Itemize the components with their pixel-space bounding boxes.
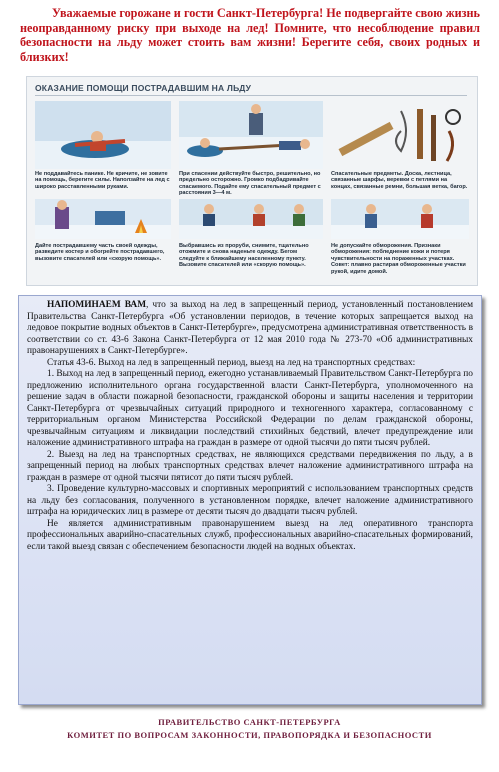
warming-illustration bbox=[35, 199, 171, 239]
legal-notice-text bbox=[27, 300, 473, 553]
panel-rescuers bbox=[179, 101, 323, 169]
panel-rescue-items bbox=[331, 101, 469, 169]
panel-warming bbox=[35, 199, 171, 239]
rescue-items-illustration bbox=[331, 101, 469, 169]
panel-frostbite bbox=[331, 199, 469, 239]
notice-paragraph-4: 2. Выезд на лед на транспортных средствах, не являющихся средствами передвижения по льду, а в запрещенный период на любых транспортных средствах влечет наложение административного штрафа на граждан в размере от одной тысячи пятисот до пяти тысяч рублей. bbox=[27, 449, 473, 483]
notice-paragraph-3: 1. Выход на лед в запрещенный период, ежегодно устанавливаемый Правительством Санкт-Петербурга по предложению исполнительного органа государственной власти Санкт-Петербурга, уполномоченного на решение задач в области пожарной безопасности, гражданской обороны и защиты населения и территории Санкт-Петербурга от чрезвычайных ситуаций природного и техногенного характера, согласованному с территориальным органом Министерства Российской Федерации по делам гражданской обороны, чрезвычайным ситуациям и ликвидации последствий стихийных бедствий, влечет предупреждение или наложение административного штрафа на граждан в размере от одной тысячи до пяти тысяч рублей. bbox=[27, 369, 473, 448]
poster-title: ОКАЗАНИЕ ПОМОЩИ ПОСТРАДАВШИМ НА ЛЬДУ bbox=[35, 83, 252, 93]
running-illustration bbox=[179, 199, 323, 239]
caption-running: Выбравшись из проруби, снимите, тщательно отожмите и снова наденьте одежду. Бегом следуйте к ближайшему населенному пункту. Вызовите спасателей или «скорую помощь». bbox=[179, 243, 309, 269]
footer-committee: КОМИТЕТ ПО ВОПРОСАМ ЗАКОННОСТИ, ПРАВОПОРЯДКА И БЕЗОПАСНОСТИ bbox=[67, 730, 432, 740]
person-in-ice-hole-illustration bbox=[35, 101, 171, 169]
caption-rescue-items: Спасательные предметы. Доска, лестница, связанные шарфы, веревки с петлями на концах, связанные ремни, большая ветка, багор. bbox=[331, 171, 468, 190]
footer-government: ПРАВИТЕЛЬСТВО САНКТ-ПЕТЕРБУРГА bbox=[158, 717, 341, 727]
caption-frostbite: Не допускайте обморожения. Признаки обморожения: побледнение кожи и потеря чувствительности на пораженных участках. Совет: плавно растирая обмороженные участки рукой, идите домой. bbox=[331, 243, 466, 275]
notice-p1-rest: , что за выход на лед в запрещенный период, установленный постановлением Правительства Санкт-Петербурга «Об установлении периодов, в течение которых запрещается выход на ледовое покрытие водных объектов в Санкт-Петербурге», предусмотрена административная ответственность в соответствии со ст. 43-6 Закона Санкт-Петербурга от 12 мая 2010 года № 273-70 «Об административных правонарушениях в Санкт-Петербурге». bbox=[27, 300, 474, 356]
legal-notice-box bbox=[18, 295, 482, 705]
panel-running bbox=[179, 199, 323, 239]
warning-header-text: Уважаемые горожане и гости Санкт-Петербурга! Не подвергайте свою жизнь неоправданному риску при выходе на лед! Помните, что несоблюдение правил безопасности на льду может стоить вам жизни! Берегите себя, своих родных и близких! bbox=[20, 6, 480, 64]
caption-ice-hole: Не поддавайтесь панике. Не кричите, не зовите на помощь, берегите силы. Наползайте на лед с широко расставленными руками. bbox=[35, 171, 170, 190]
frostbite-illustration bbox=[331, 199, 469, 239]
footer bbox=[0, 716, 499, 742]
caption-warming: Дайте пострадавшему часть своей одежды, разведите костер и обогрейте пострадавшего, вызовите спасателей или «скорую помощь». bbox=[35, 243, 165, 262]
warning-header bbox=[20, 6, 480, 64]
ice-rescue-poster bbox=[26, 76, 478, 286]
notice-paragraph-5: 3. Проведение культурно-массовых и спортивных мероприятий с использованием транспортных средств на льду без согласования, полученного в установленном порядке, влечет наложение административного штрафа на юридических лиц в размере от десяти тысяч до двадцати тысяч рублей. bbox=[27, 484, 473, 517]
rescuers-illustration bbox=[179, 101, 323, 169]
panel-ice-hole bbox=[35, 101, 171, 169]
notice-paragraph-1 bbox=[27, 300, 473, 358]
poster-title-rule bbox=[35, 95, 467, 96]
notice-paragraph-2: Статья 43-6. Выход на лед в запрещенный период, выезд на лед на транспортных средствах: bbox=[47, 357, 416, 368]
notice-paragraph-6: Не является административным правонарушением выезд на лед оперативного транспорта профессиональных аварийно-спасательных служб, профессиональных аварийно-спасательных формирований, если такой выезд связан с обеспечением безопасности людей на водных объектах. bbox=[27, 518, 473, 552]
caption-rescuers: При спасении действуйте быстро, решительно, но предельно осторожно. Громко подбадривайте спасаемого. Подайте ему спасательный предмет с расстояния 3—4 м. bbox=[179, 171, 321, 197]
notice-lead: НАПОМИНАЕМ ВАМ bbox=[47, 300, 147, 310]
